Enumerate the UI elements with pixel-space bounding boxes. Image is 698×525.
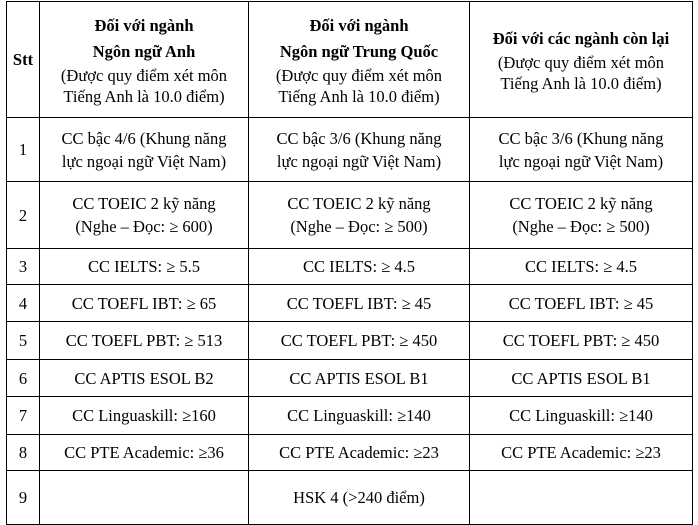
other-majors-cell <box>470 471 693 525</box>
english-major-cell <box>40 471 249 525</box>
row-number: 9 <box>7 471 40 525</box>
other-majors-cell: CC APTIS ESOL B1 <box>470 360 693 397</box>
english-major-cell: CC TOEIC 2 kỹ năng (Nghe – Đọc: ≥ 600) <box>40 182 249 249</box>
row-number: 7 <box>7 397 40 435</box>
row-number: 3 <box>7 249 40 285</box>
english-major-cell: CC PTE Academic: ≥36 <box>40 435 249 471</box>
other-majors-cell: CC TOEFL IBT: ≥ 45 <box>470 285 693 322</box>
header-col2-title-line2: Ngôn ngữ Trung Quốc <box>279 41 439 61</box>
other-majors-cell: CC PTE Academic: ≥23 <box>470 435 693 471</box>
table-row <box>7 435 693 471</box>
row-number: 4 <box>7 285 40 322</box>
certificate-table <box>6 1 693 525</box>
other-majors-cell: CC TOEFL PBT: ≥ 450 <box>470 322 693 360</box>
header-stt: Stt <box>7 2 40 118</box>
header-col1-title-line2: Ngôn ngữ Anh <box>92 41 196 61</box>
header-col2-title-line1: Đối với ngành <box>309 15 409 35</box>
header-english-major <box>40 2 249 118</box>
chinese-major-cell: CC TOEFL PBT: ≥ 450 <box>249 322 470 360</box>
chinese-major-cell: CC TOEFL IBT: ≥ 45 <box>249 285 470 322</box>
header-chinese-major <box>249 2 470 118</box>
table-row <box>7 471 693 525</box>
row-number: 2 <box>7 182 40 249</box>
table-row <box>7 285 693 322</box>
chinese-major-cell: CC TOEIC 2 kỹ năng (Nghe – Đọc: ≥ 500) <box>249 182 470 249</box>
header-col1-title-line1: Đối với ngành <box>94 15 194 35</box>
table-row <box>7 397 693 435</box>
table-row <box>7 182 693 249</box>
table-row <box>7 360 693 397</box>
chinese-major-cell: CC PTE Academic: ≥23 <box>249 435 470 471</box>
english-major-cell: CC TOEFL IBT: ≥ 65 <box>40 285 249 322</box>
english-major-cell: CC APTIS ESOL B2 <box>40 360 249 397</box>
chinese-major-cell: CC APTIS ESOL B1 <box>249 360 470 397</box>
table-row <box>7 322 693 360</box>
english-major-cell: CC Linguaskill: ≥160 <box>40 397 249 435</box>
other-majors-cell: CC TOEIC 2 kỹ năng (Nghe – Đọc: ≥ 500) <box>470 182 693 249</box>
english-major-cell: CC TOEFL PBT: ≥ 513 <box>40 322 249 360</box>
english-major-cell: CC bậc 4/6 (Khung năng lực ngoại ngữ Việt Nam) <box>40 118 249 182</box>
table-row <box>7 249 693 285</box>
chinese-major-cell: HSK 4 (>240 điểm) <box>249 471 470 525</box>
row-number: 1 <box>7 118 40 182</box>
other-majors-cell: CC IELTS: ≥ 4.5 <box>470 249 693 285</box>
other-majors-cell: CC bậc 3/6 (Khung năng lực ngoại ngữ Việt Nam) <box>470 118 693 182</box>
row-number: 5 <box>7 322 40 360</box>
chinese-major-cell: CC Linguaskill: ≥140 <box>249 397 470 435</box>
header-col2-note: (Được quy điểm xét môn Tiếng Anh là 10.0 điểm) <box>275 65 443 106</box>
row-number: 6 <box>7 360 40 397</box>
row-number: 8 <box>7 435 40 471</box>
header-col3-title: Đối với các ngành còn lại <box>492 28 670 48</box>
english-major-cell: CC IELTS: ≥ 5.5 <box>40 249 249 285</box>
chinese-major-cell: CC IELTS: ≥ 4.5 <box>249 249 470 285</box>
chinese-major-cell: CC bậc 3/6 (Khung năng lực ngoại ngữ Việt Nam) <box>249 118 470 182</box>
header-col1-note: (Được quy điểm xét môn Tiếng Anh là 10.0 điểm) <box>60 65 228 106</box>
other-majors-cell: CC Linguaskill: ≥140 <box>470 397 693 435</box>
header-other-majors <box>470 2 693 118</box>
table-row <box>7 118 693 182</box>
header-row <box>7 2 693 118</box>
header-col3-note: (Được quy điểm xét môn Tiếng Anh là 10.0 điểm) <box>497 52 665 93</box>
